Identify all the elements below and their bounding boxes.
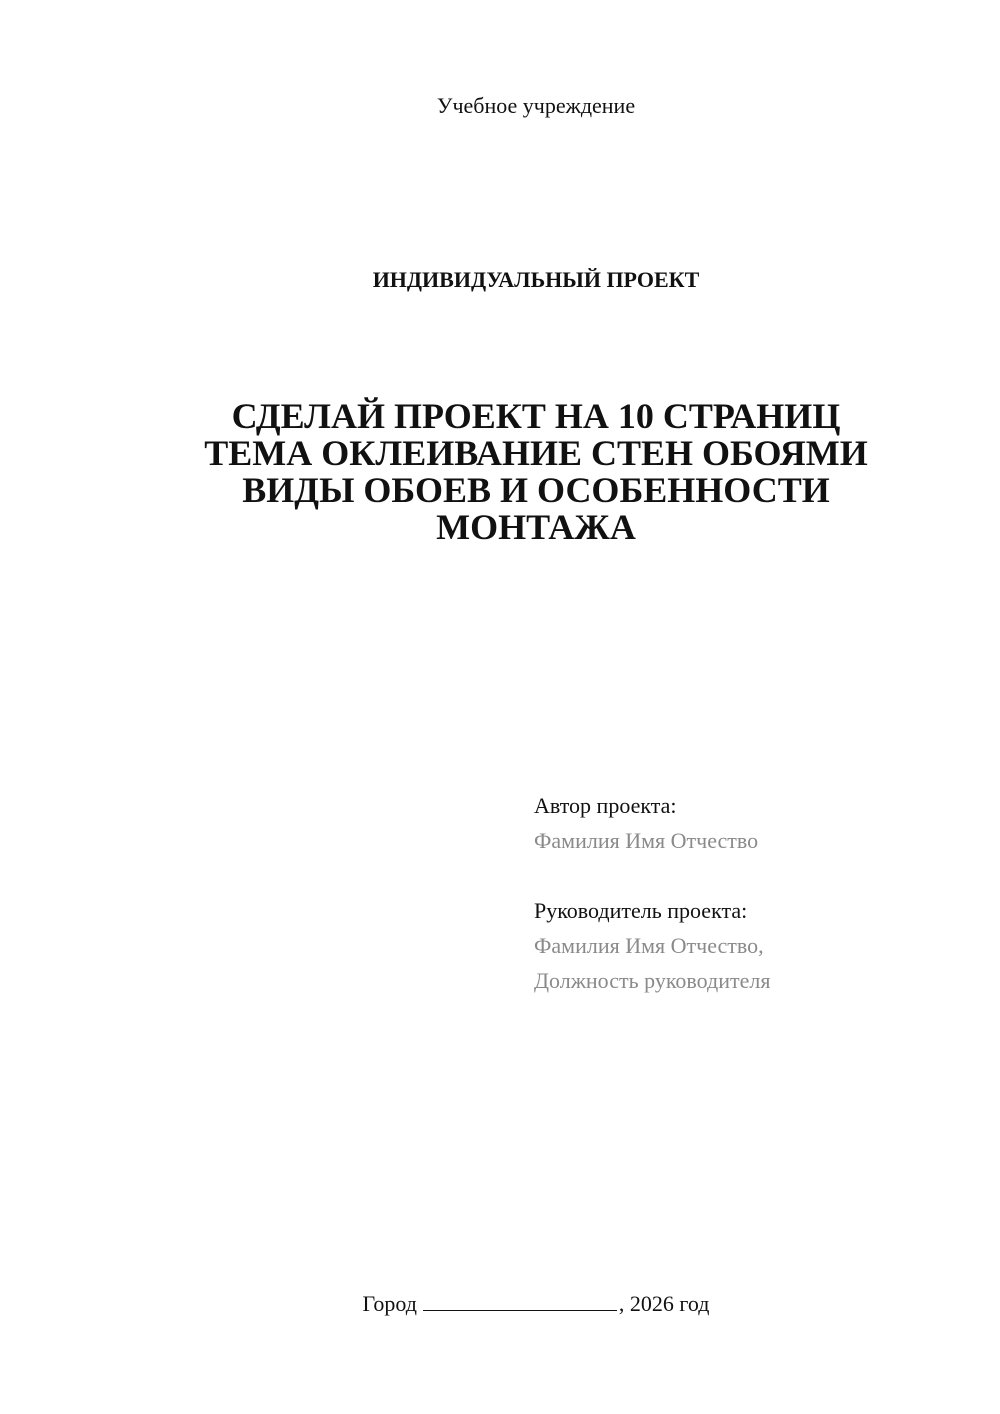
footer-city-year bbox=[0, 1290, 1000, 1318]
project-title bbox=[150, 398, 922, 546]
supervisor-block bbox=[534, 893, 974, 998]
project-type-heading: ИНДИВИДУАЛЬНЫЙ ПРОЕКТ bbox=[372, 267, 700, 292]
institution-name: Учебное учреждение bbox=[436, 93, 636, 118]
author-name-placeholder: Фамилия Имя Отчество bbox=[534, 828, 759, 853]
supervisor-position-placeholder: Должность руководителя bbox=[534, 968, 771, 993]
city-label: Город bbox=[362, 1291, 417, 1316]
supervisor-label: Руководитель проекта: bbox=[534, 898, 748, 923]
title-line-1: СДЕЛАЙ ПРОЕКТ НА 10 СТРАНИЦ bbox=[231, 396, 841, 436]
title-line-4: МОНТАЖА bbox=[436, 507, 636, 547]
supervisor-name-placeholder: Фамилия Имя Отчество, bbox=[534, 933, 764, 958]
title-line-3: ВИДЫ ОБОЕВ И ОСОБЕННОСТИ bbox=[242, 470, 830, 510]
title-line-2: ТЕМА ОКЛЕИВАНИЕ СТЕН ОБОЯМИ bbox=[204, 433, 868, 473]
city-blank-line bbox=[423, 1290, 617, 1311]
author-label: Автор проекта: bbox=[534, 793, 677, 818]
author-block bbox=[534, 788, 974, 858]
year-text: , 2026 год bbox=[618, 1291, 710, 1316]
